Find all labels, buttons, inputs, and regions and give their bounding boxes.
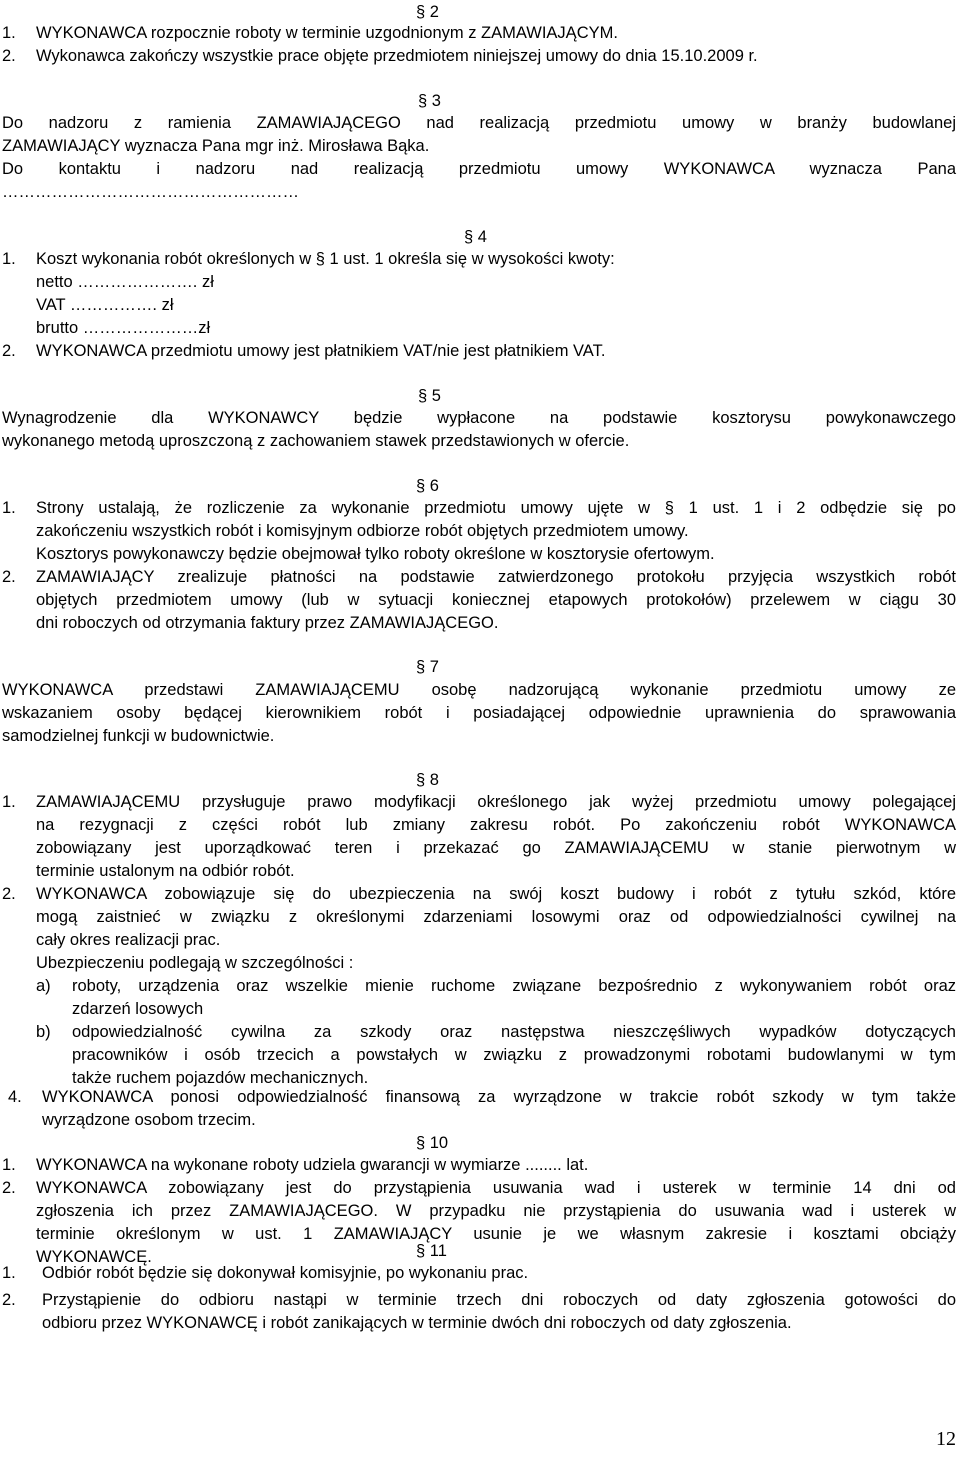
- item-text-line: mogą zaistnieć w związku z określonymi zdarzeniami losowymi oraz od odpowiedzialności cywilnej na: [36, 908, 956, 926]
- section-11-item-2: [2, 1290, 956, 1336]
- insurance-item-b: [2, 1022, 956, 1091]
- section-2-heading: § 2: [416, 3, 439, 21]
- item-text-line: odbioru przez WYKONAWCĘ i robót zanikających w terminie dwóch dni roboczych od daty zgłoszenia.: [42, 1314, 792, 1332]
- item-text-line: wyrządzone osobom trzecim.: [42, 1111, 256, 1129]
- item-text-line: WYKONAWCA zobowiązany jest do przystąpienia usuwania wad i usterek w terminie 14 dni od: [36, 1179, 956, 1197]
- item-text-line: zobowiązany jest uporządkować teren i przekazać go ZAMAWIAJĄCEMU w stanie pierwotnym w: [36, 839, 956, 857]
- item-text-line: Ubezpieczeniu podlegają w szczególności :: [36, 954, 354, 972]
- item-text: Wykonawca zakończy wszystkie prace objęte przedmiotem niniejszej umowy do dnia 15.10.2009 r.: [36, 47, 758, 65]
- section-7-line-2: wskazaniem osoby będącej kierownikiem robót i posiadającej odpowiednie uprawnienia do sprawowania: [2, 704, 956, 722]
- item-text-line: objętych przedmiotem umowy (lub w sytuacji koniecznej etapowych protokołów) przelewem w ciągu 30: [36, 591, 956, 609]
- section-10-heading: § 10: [416, 1134, 449, 1152]
- item-number: 1.: [2, 793, 16, 811]
- item-text-line: roboty, urządzenia oraz wszelkie mienie ruchome związane bezpośrednio z wykonywaniem robót oraz: [72, 977, 956, 995]
- item-text-line: zdarzeń losowych: [72, 1000, 204, 1018]
- amount-vat: VAT ……………. zł: [36, 296, 174, 314]
- item-text-line: ZAMAWIAJĄCEMU przysługuje prawo modyfikacji określonego jak wyżej przedmiotu umowy polegającej: [36, 793, 956, 811]
- item-text-line: dni roboczych od otrzymania faktury przez ZAMAWIAJĄCEGO.: [36, 614, 499, 632]
- section-3-line-2: ZAMAWIAJĄCY wyznacza Pana mgr inż. Mirosława Bąka.: [2, 137, 430, 155]
- item-text-line: także ruchem pojazdów mechanicznych.: [72, 1069, 369, 1087]
- item-text-line: cały okres realizacji prac.: [36, 931, 221, 949]
- item-text: Koszt wykonania robót określonych w § 1 ust. 1 określa się w wysokości kwoty:: [36, 250, 615, 268]
- item-number: 1.: [2, 1156, 16, 1174]
- section-3-line-3: Do kontaktu i nadzoru nad realizacją przedmiotu umowy WYKONAWCA wyznacza Pana: [2, 160, 956, 178]
- section-7-heading: § 7: [416, 658, 439, 676]
- section-5-line-2: wykonanego metodą uproszczoną z zachowaniem stawek przedstawionych w ofercie.: [2, 432, 630, 450]
- item-text: WYKONAWCA na wykonane roboty udziela gwarancji w wymiarze ........ lat.: [36, 1156, 589, 1174]
- item-text: WYKONAWCA rozpocznie roboty w terminie uzgodnionym z ZAMAWIAJĄCYM.: [36, 24, 618, 42]
- item-text-line: terminie określonym w ust. 1 ZAMAWIAJĄCY usunie je we własnym zakresie i kosztami obciąży: [36, 1225, 956, 1243]
- item-number: 2.: [2, 1291, 16, 1309]
- section-8-heading: § 8: [416, 771, 439, 789]
- item-number: 1.: [2, 1264, 16, 1282]
- page-number: 12: [936, 1428, 956, 1450]
- item-text-line: WYKONAWCĘ.: [36, 1248, 152, 1266]
- section-7-line-1: WYKONAWCA przedstawi ZAMAWIAJĄCEMU osobę nadzorującą wykonanie przedmiotu umowy ze: [2, 681, 956, 699]
- item-number: 1.: [2, 24, 16, 42]
- item-number: 1.: [2, 250, 16, 268]
- section-11-item-1: [2, 1263, 956, 1284]
- item-number: 2.: [2, 885, 16, 903]
- item-text-line: na rezygnacji z części robót lub zmiany zakresu robót. Po zakończeniu robót WYKONAWCA: [36, 816, 956, 834]
- item-number: 2.: [2, 47, 16, 65]
- item-letter: b): [36, 1023, 51, 1041]
- section-11-heading: § 11: [416, 1242, 447, 1260]
- section-5-heading: § 5: [418, 387, 441, 405]
- section-7-line-3: samodzielnej funkcji w budownictwie.: [2, 727, 275, 745]
- item-letter: a): [36, 977, 51, 995]
- item-text-line: zakończeniu wszystkich robót i komisyjnym odbiorze robót objętych przedmiotem umowy.: [36, 522, 689, 540]
- item-text-line: WYKONAWCA zobowiązuje się do ubezpieczenia na swój koszt budowy i robót z tytułu szkód, które: [36, 885, 956, 903]
- item-text-line: Przystąpienie do odbioru nastąpi w terminie trzech dni roboczych od daty zgłoszenia gotowości do: [42, 1291, 956, 1309]
- item-number: 4.: [8, 1088, 22, 1106]
- item-text-line: zgłoszenia ich przez ZAMAWIAJĄCEGO. W przypadku nie przystąpienia do usuwania wad i usterek w: [36, 1202, 956, 1220]
- section-10-item-1: [2, 1155, 956, 1176]
- section-8-item-4: [2, 1087, 956, 1133]
- section-8-item-2: [2, 884, 956, 976]
- section-6-item-2: [2, 567, 956, 636]
- section-4-heading: § 4: [464, 228, 487, 246]
- amount-netto: netto …………………. zł: [36, 273, 214, 291]
- item-text: WYKONAWCA przedmiotu umowy jest płatnikiem VAT/nie jest płatnikiem VAT.: [36, 342, 606, 360]
- insurance-item-a: [2, 976, 956, 1022]
- section-3-line-1: Do nadzoru z ramienia ZAMAWIAJĄCEGO nad realizacją przedmiotu umowy w branży budowlanej: [2, 114, 956, 132]
- section-8-item-1: [2, 792, 956, 884]
- section-10-item-2: [2, 1178, 956, 1270]
- item-text-line: Kosztorys powykonawczy będzie obejmował tylko roboty określone w kosztorysie ofertowym.: [36, 545, 715, 563]
- amount-brutto: brutto …………………zł: [36, 319, 211, 337]
- item-text-line: odpowiedzialność cywilna za szkody oraz następstwa nieszczęśliwych wypadków dotyczących: [72, 1023, 956, 1041]
- item-number: 2.: [2, 342, 16, 360]
- section-4-item-1: [2, 249, 956, 270]
- item-number: 1.: [2, 499, 16, 517]
- section-2-item-2: [2, 46, 956, 67]
- section-6-item-1: [2, 498, 956, 567]
- section-2-item-1: [2, 23, 956, 44]
- item-number: 2.: [2, 568, 16, 586]
- section-5-line-1: Wynagrodzenie dla WYKONAWCY będzie wypłacone na podstawie kosztorysu powykonawczego: [2, 409, 956, 427]
- item-text: Odbiór robót będzie się dokonywał komisyjnie, po wykonaniu prac.: [42, 1264, 529, 1282]
- section-3-line-4: ………………………………………………: [2, 183, 299, 201]
- section-3-heading: § 3: [418, 92, 441, 110]
- section-4-item-2: [2, 341, 956, 362]
- item-text-line: Strony ustalają, że rozliczenie za wykonanie przedmiotu umowy ujęte w § 1 ust. 1 i 2 odbędzie się po: [36, 499, 956, 517]
- item-text-line: terminie ustalonym na odbiór robót.: [36, 862, 295, 880]
- item-text-line: pracowników i osób trzecich a powstałych w związku z prowadzonymi robotami budowlanymi w tym: [72, 1046, 956, 1064]
- item-number: 2.: [2, 1179, 16, 1197]
- item-text-line: ZAMAWIAJĄCY zrealizuje płatności na podstawie zatwierdzonego protokołu przyjęcia wszystkich robót: [36, 568, 956, 586]
- section-6-heading: § 6: [416, 477, 439, 495]
- item-text-line: WYKONAWCA ponosi odpowiedzialność finansową za wyrządzone w trakcie robót szkody w tym także: [42, 1088, 956, 1106]
